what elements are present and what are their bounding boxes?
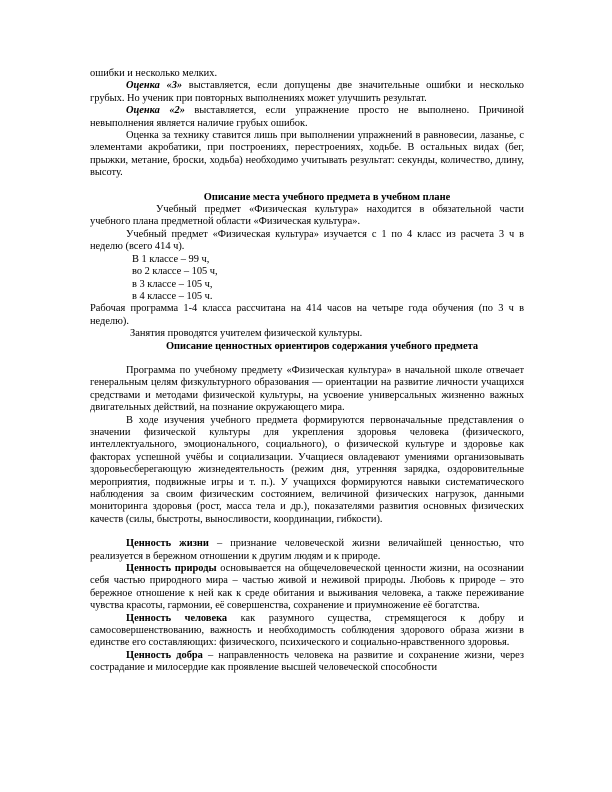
grade-2-text: выставляется, если упражнение просто не выполнено. Причиной невыполнения является наличие грубых ошибок. xyxy=(90,105,524,129)
list-item: во 2 классе – 105 ч, xyxy=(132,266,218,278)
list-item: в 3 классе – 105 ч, xyxy=(132,278,213,290)
paragraph-place-2: Учебный предмет «Физическая культура» изучается с 1 по 4 класс из расчета 3 ч в неделю (всего 414 ч). xyxy=(90,228,524,253)
grade-2-term: Оценка «2» xyxy=(126,105,185,117)
list-item: в 4 классе – 105 ч. xyxy=(132,290,213,302)
list-item: В 1 классе – 99 ч, xyxy=(132,253,210,265)
value-good-term: Ценность добра xyxy=(126,649,203,661)
value-good-text: – направленность человека на развитие и сохранение жизни, через сострадание и милосердие как проявление высшей человеческой способности xyxy=(90,649,524,674)
paragraph-grade-3 xyxy=(90,80,524,105)
grade-3-term: Оценка «3» xyxy=(126,80,183,92)
heading-place-in-curriculum: Описание места учебного предмета в учебном плане xyxy=(203,191,451,203)
paragraph-start: ошибки и несколько мелких. xyxy=(90,68,218,79)
paragraph-teacher: Занятия проводятся учителем физической культуры. xyxy=(130,328,363,340)
paragraph-technique: Оценка за технику ставится лишь при выполнении упражнений в равновесии, лазанье, с элементами акробатики, при построениях, перестроениях, ходьбе. В остальных видах (бег, прыжки, метание, броски, ходьба) необходимо учитывать результат: секунды, количество, длину, высоту. xyxy=(90,130,524,179)
paragraph-value-human xyxy=(90,613,524,650)
paragraph-place-1: Учебный предмет «Физическая культура» находится в обязательной части учебного плана предметной области «Физическая культура». xyxy=(90,204,524,228)
heading-value-orientations: Описание ценностных ориентиров содержания учебного предмета xyxy=(165,340,479,352)
value-nature-term: Ценность природы xyxy=(126,563,217,575)
hours-list xyxy=(90,254,524,304)
grade-3-text: выставляется, если допущены две значительные ошибки и несколько грубых. Но ученик при повторных выполнениях может улучшить результат. xyxy=(90,80,524,104)
paragraph-program-hours: Рабочая программа 1-4 класса рассчитана на 414 часов на четыре года обучения (по 3 ч в неделю). xyxy=(90,303,524,327)
paragraph-value-life xyxy=(90,538,524,563)
value-nature-text: основывается на общечеловеческой ценности жизни, на осознании себя частью природного мира – частью живой и неживой природы. Любовь к природе – это бережное отношение к ней как к среде обитания и выживания человека, а также переживание чувства красоты, гармонии, её совершенства, сохранение и приумножение её богатства. xyxy=(90,563,524,612)
paragraph-value-nature xyxy=(90,563,524,613)
paragraph-values-2: В ходе изучения учебного предмета формируются первоначальные представления о значении физической культуры для укрепления здоровья человека (физического, интеллектуального, эмоционального, социального), о физической культуре и здоровье как факторах успешной учёбы и социализации. Учащиеся овладевают умениями организовывать здоровьесберегающую жизнедеятельность (режим дня, утренняя зарядка, оздоровительные мероприятия, подвижные игры и т. п.). У учащихся формируются навыки систематического наблюдения за своим физическим состоянием, величиной физических нагрузок, данными мониторинга здоровья (рост, масса тела и др.), показателями развития основных физических качеств (силы, быстроты, выносливости, координации, гибкости). xyxy=(90,414,524,525)
value-human-text: как разумного существа, стремящегося к добру и самосовершенствованию, важность и необходимость соблюдения здорового образа жизни в единстве его составляющих: физического, психического и социально-нравственного здоровья. xyxy=(90,612,524,649)
paragraph-values-1: Программа по учебному предмету «Физическая культура» в начальной школе отвечает генеральным целям физкультурного образования — ориентации на развитие личности учащихся средствами и методами физической культуры, на усвоение универсальных жизненно важных двигательных действий, на познание окружающего мира. xyxy=(90,364,524,414)
paragraph-grade-2 xyxy=(90,105,524,130)
paragraph-value-good xyxy=(90,650,524,675)
document-page xyxy=(90,68,524,675)
value-life-term: Ценность жизни xyxy=(126,538,209,550)
value-human-term: Ценность человека xyxy=(126,612,228,624)
value-life-text: – признание человеческой жизни величайшей ценностью, что реализуется в бережном отношении к другим людям и к природе. xyxy=(90,538,525,562)
